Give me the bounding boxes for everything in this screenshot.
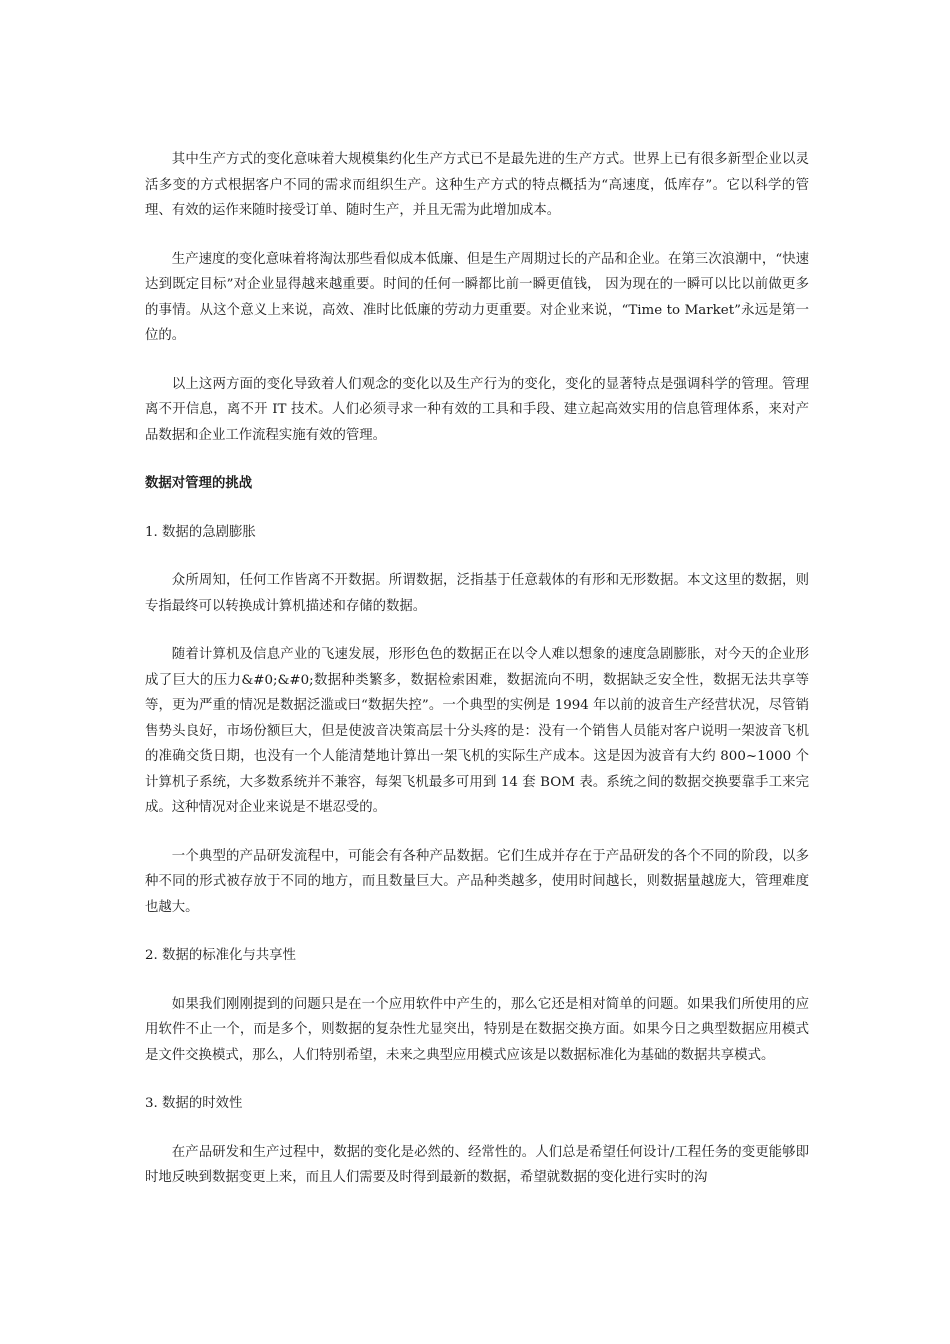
subsection-title-2: 2. 数据的标准化与共享性: [145, 948, 296, 963]
document-body: [145, 147, 809, 1214]
subsection-title-1: 1. 数据的急剧膨胀: [145, 524, 256, 540]
paragraph-production-mode: 其中生产方式的变化意味着大规模集约化生产方式已不是最先进的生产方式。世界上已有很多新型企业以灵活多变的方式根据客户不同的需求而组织生产。这种生产方式的特点概括为“高速度，低库存”。它以科学的管理、有效的运作来随时接受订单、随时生产，并且无需为此增加成本。: [145, 152, 809, 218]
paragraph-data-sharing: 如果我们刚刚提到的问题只是在一个应用软件中产生的，那么它还是相对简单的问题。如果我们所使用的应用软件不止一个，而是多个，则数据的复杂性尤显突出，特别是在数据交换方面。如果今日之典型数据应用模式是文件交换模式，那么，人们特别希望，未来之典型应用模式应该是以数据标准化为基础的数据共享模式。: [145, 996, 809, 1063]
section-heading: 数据对管理的挑战: [145, 475, 253, 491]
paragraph-management-change: 以上这两方面的变化导致着人们观念的变化以及生产行为的变化，变化的显著特点是强调科学的管理。管理离不开信息，离不开 IT 技术。人们必须寻求一种有效的工具和手段、建立起高效实用的信息管理体系，来对产品数据和企业工作流程实施有效的管理。: [145, 376, 809, 443]
paragraph-data-definition: 众所周知，任何工作皆离不开数据。所谓数据，泛指基于任意载体的有形和无形数据。本文这里的数据，则专指最终可以转换成计算机描述和存储的数据。: [145, 573, 809, 614]
paragraph-production-speed: 生产速度的变化意味着将淘汰那些看似成本低廉、但是生产周期过长的产品和企业。在第三次浪潮中，“快速达到既定目标”对企业显得越来越重要。时间的任何一瞬都比前一瞬更值钱， 因为现在的一瞬可以比以前做更多的事情。从这个意义上来说，高效、准时比低廉的劳动力更重要。对企业来说，“Time to Market”永远是第一位的。: [145, 251, 809, 343]
paragraph-product-data: 一个典型的产品研发流程中，可能会有各种产品数据。它们生成并存在于产品研发的各个不同的阶段，以多种不同的形式被存放于不同的地方，而且数量巨大。产品种类越多，使用时间越长，则数据量越庞大，管理难度也越大。: [145, 848, 809, 915]
paragraph-data-timeliness: 在产品研发和生产过程中，数据的变化是必然的、经常性的。人们总是希望任何设计/工程任务的变更能够即时地反映到数据变更上来，而且人们需要及时得到最新的数据，希望就数据的变化进行实时的沟: [145, 1144, 809, 1185]
subsection-title-3: 3. 数据的时效性: [145, 1096, 243, 1111]
paragraph-data-explosion: 随着计算机及信息产业的飞速发展，形形色色的数据正在以令人难以想象的速度急剧膨胀，对今天的企业形成了巨大的压力&#0;&#0;数据种类繁多，数据检索困难，数据流向不明，数据缺乏安全性，数据无法共享等等，更为严重的情况是数据泛滥或曰“数据失控”。一个典型的实例是 1994 年以前的波音生产经营状况，尽管销售势头良好，市场份额巨大，但是使波音决策高层十分头疼的是：没有一个销售人员能对客户说明一架波音飞机的准确交货日期，也没有一个人能清楚地计算出一架飞机的实际生产成本。这是因为波音有大约 800~1000 个计算机子系统，大多数系统并不兼容，每架飞机最多可用到 14 套 BOM 表。系统之间的数据交换要靠手工来完成。这种情况对企业来说是不堪忍受的。: [145, 647, 809, 815]
